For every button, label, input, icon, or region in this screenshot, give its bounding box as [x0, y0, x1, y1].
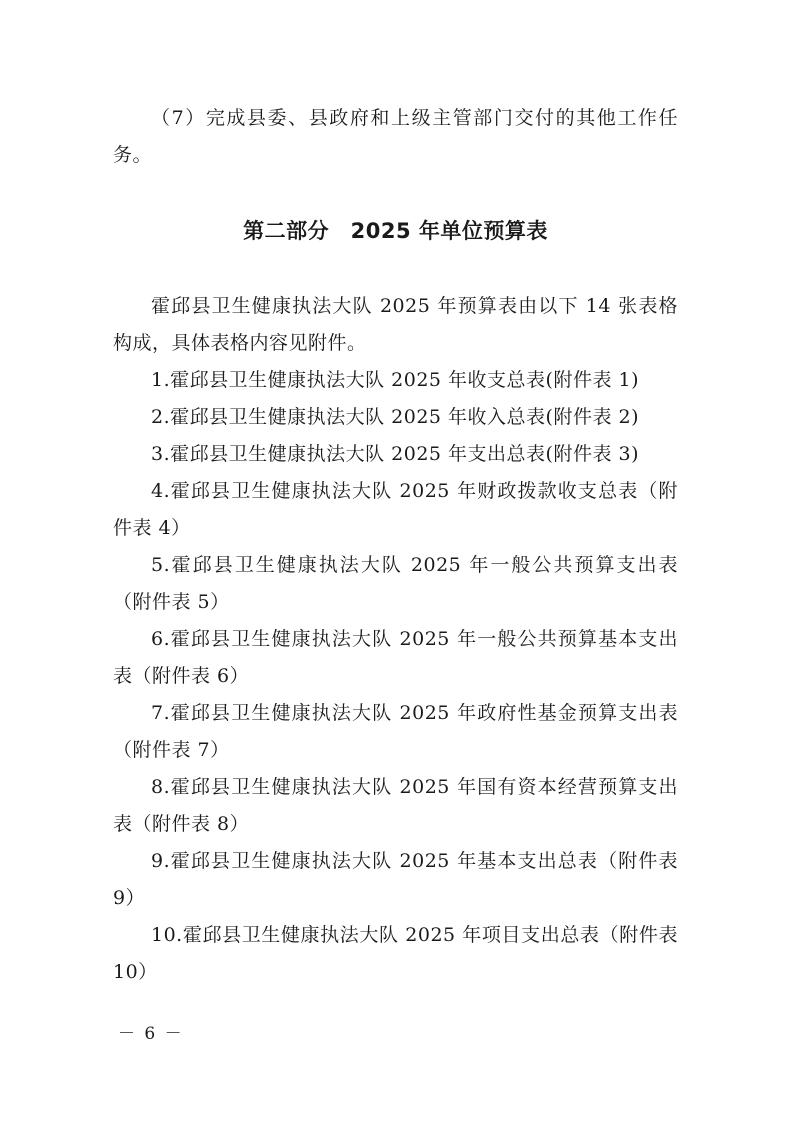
- list-item-3: 3.霍邱县卫生健康执法大队 2025 年支出总表(附件表 3): [151, 443, 640, 465]
- list-item-1: 1.霍邱县卫生健康执法大队 2025 年收支总表(附件表 1): [151, 369, 640, 391]
- list-item-7: 7.霍邱县卫生健康执法大队 2025 年政府性基金预算支出表（附件表 7）: [113, 702, 678, 761]
- page-number: － 6 －: [118, 1024, 184, 1044]
- list-item-6: 6.霍邱县卫生健康执法大队 2025 年一般公共预算基本支出表（附件表 6）: [113, 628, 678, 687]
- list-item-5: 5.霍邱县卫生健康执法大队 2025 年一般公共预算支出表（附件表 5）: [113, 554, 678, 613]
- list-item-9: 9.霍邱县卫生健康执法大队 2025 年基本支出总表（附件表 9）: [113, 850, 678, 909]
- page-body: [113, 100, 678, 991]
- list-item-10: 10.霍邱县卫生健康执法大队 2025 年项目支出总表（附件表 10）: [113, 924, 678, 983]
- list-item-8: 8.霍邱县卫生健康执法大队 2025 年国有资本经营预算支出表（附件表 8）: [113, 776, 678, 835]
- list-item-2: 2.霍邱县卫生健康执法大队 2025 年收入总表(附件表 2): [151, 406, 640, 428]
- section-title: 第二部分 2025 年单位预算表: [243, 219, 548, 243]
- list-item-4: 4.霍邱县卫生健康执法大队 2025 年财政拨款收支总表（附件表 4）: [113, 480, 678, 539]
- intro-paragraph: （7）完成县委、县政府和上级主管部门交付的其他工作任务。: [113, 107, 678, 166]
- lead-paragraph: 霍邱县卫生健康执法大队 2025 年预算表由以下 14 张表格构成，具体表格内容见附件。: [113, 295, 678, 354]
